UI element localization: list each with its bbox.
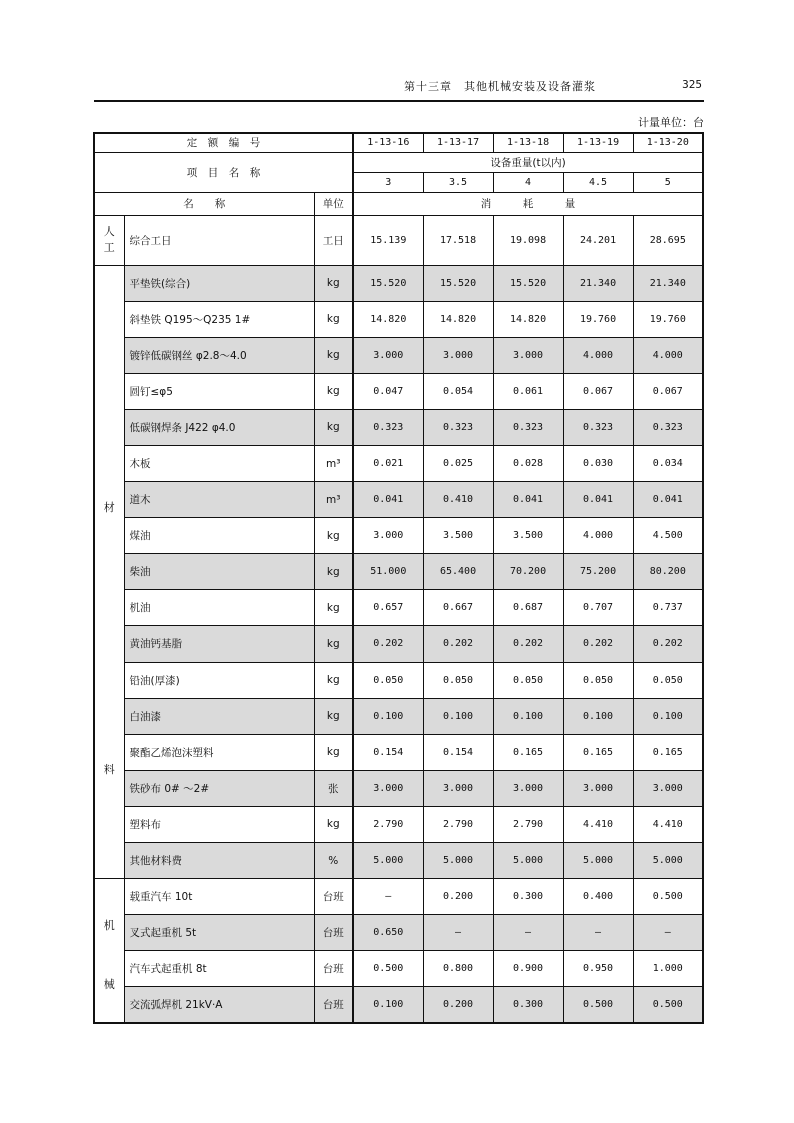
item-unit: 台班 [314, 987, 353, 1023]
item-value: 4.000 [633, 337, 703, 373]
item-value: 0.707 [563, 590, 633, 626]
item-value: 51.000 [353, 554, 423, 590]
item-unit: kg [314, 518, 353, 554]
table-row [94, 951, 703, 987]
item-name: 圆钉≤φ5 [124, 373, 314, 409]
weight-label: 设备重量(t以内) [353, 152, 703, 172]
item-value: 0.202 [563, 626, 633, 662]
item-value: 28.695 [633, 215, 703, 265]
table-row [94, 518, 703, 554]
table-row [94, 662, 703, 698]
item-value: 3.000 [563, 770, 633, 806]
item-value: 0.050 [563, 662, 633, 698]
item-value: 3.000 [423, 770, 493, 806]
item-name: 叉式起重机 5t [124, 915, 314, 951]
item-value: 3.000 [633, 770, 703, 806]
item-value: 3.000 [493, 770, 563, 806]
item-label: 项 目 名 称 [94, 152, 353, 192]
item-unit: kg [314, 265, 353, 301]
item-value: 0.400 [563, 879, 633, 915]
quota-table [93, 132, 704, 1024]
item-name: 塑料布 [124, 806, 314, 842]
quota-code: 1-13-16 [353, 133, 423, 152]
item-unit: 张 [314, 770, 353, 806]
item-value: 0.200 [423, 987, 493, 1023]
item-name: 镀锌低碳钢丝 φ2.8～4.0 [124, 337, 314, 373]
item-name: 道木 [124, 482, 314, 518]
item-value: 0.154 [353, 734, 423, 770]
chapter-title: 第十三章 其他机械安装及设备灌浆 [404, 80, 596, 93]
item-value: 0.667 [423, 590, 493, 626]
item-value: 3.500 [423, 518, 493, 554]
table-row [94, 915, 703, 951]
item-value: 0.041 [353, 482, 423, 518]
header-rule [94, 100, 704, 102]
category-machinery [94, 879, 124, 1023]
item-unit: 台班 [314, 915, 353, 951]
category-label-bottom: 械 [103, 977, 115, 991]
weight-value: 3 [353, 172, 423, 192]
weight-value: 3.5 [423, 172, 493, 192]
item-value: 0.021 [353, 445, 423, 481]
item-value: 0.323 [633, 409, 703, 445]
item-value: 0.410 [423, 482, 493, 518]
weight-value: 4 [493, 172, 563, 192]
table-row [94, 806, 703, 842]
weight-value: 5 [633, 172, 703, 192]
item-value: — [563, 915, 633, 951]
item-name: 木板 [124, 445, 314, 481]
item-unit: kg [314, 626, 353, 662]
item-value: — [633, 915, 703, 951]
item-value: 0.500 [353, 951, 423, 987]
item-value: 5.000 [563, 843, 633, 879]
item-value: 0.067 [633, 373, 703, 409]
column-header-row [94, 192, 703, 215]
item-value: 17.518 [423, 215, 493, 265]
category-labor [94, 215, 124, 265]
item-unit: % [314, 843, 353, 879]
item-value: 0.154 [423, 734, 493, 770]
item-value: 3.000 [493, 337, 563, 373]
item-value: 5.000 [423, 843, 493, 879]
item-value: 65.400 [423, 554, 493, 590]
item-unit: 工日 [314, 215, 353, 265]
item-value: 0.100 [353, 987, 423, 1023]
item-value: 70.200 [493, 554, 563, 590]
item-value: 0.500 [633, 987, 703, 1023]
item-name: 白油漆 [124, 698, 314, 734]
item-value: 3.500 [493, 518, 563, 554]
item-value: 0.100 [633, 698, 703, 734]
item-unit: kg [314, 698, 353, 734]
table-row [94, 987, 703, 1023]
item-value: 0.500 [633, 879, 703, 915]
item-value: 0.323 [493, 409, 563, 445]
item-value: 2.790 [493, 806, 563, 842]
item-value: 14.820 [493, 301, 563, 337]
item-name: 汽车式起重机 8t [124, 951, 314, 987]
item-value: 1.000 [633, 951, 703, 987]
item-value: 4.500 [633, 518, 703, 554]
item-name: 载重汽车 10t [124, 879, 314, 915]
item-name: 黄油钙基脂 [124, 626, 314, 662]
item-value: 0.500 [563, 987, 633, 1023]
table-row [94, 770, 703, 806]
item-value: 0.300 [493, 987, 563, 1023]
item-value: 3.000 [353, 770, 423, 806]
item-value: 0.100 [563, 698, 633, 734]
item-value: 3.000 [353, 518, 423, 554]
item-unit: kg [314, 301, 353, 337]
item-value: 0.323 [423, 409, 493, 445]
table-row [94, 215, 703, 265]
quota-code: 1-13-20 [633, 133, 703, 152]
quota-code: 1-13-19 [563, 133, 633, 152]
item-value: 0.050 [633, 662, 703, 698]
item-value: 0.323 [563, 409, 633, 445]
item-value: 0.165 [493, 734, 563, 770]
item-name: 其他材料费 [124, 843, 314, 879]
page-header [94, 74, 704, 98]
item-value: 15.520 [493, 265, 563, 301]
name-label: 名 称 [94, 192, 314, 215]
item-value: 4.000 [563, 337, 633, 373]
item-value: 0.800 [423, 951, 493, 987]
item-unit: kg [314, 590, 353, 626]
item-value: 0.041 [633, 482, 703, 518]
item-unit: 台班 [314, 951, 353, 987]
category-label-top: 材 [103, 500, 115, 514]
item-value: 0.650 [353, 915, 423, 951]
item-value: 5.000 [493, 843, 563, 879]
table-row [94, 626, 703, 662]
item-value: 24.201 [563, 215, 633, 265]
item-unit: m³ [314, 445, 353, 481]
item-value: 0.900 [493, 951, 563, 987]
item-value: 0.200 [423, 879, 493, 915]
item-unit: kg [314, 337, 353, 373]
item-unit: m³ [314, 482, 353, 518]
item-value: 15.520 [353, 265, 423, 301]
item-value: 0.050 [353, 662, 423, 698]
item-value: 0.165 [563, 734, 633, 770]
item-value: 0.041 [563, 482, 633, 518]
category-label-bottom: 料 [103, 762, 115, 776]
item-value: 2.790 [423, 806, 493, 842]
item-value: 75.200 [563, 554, 633, 590]
item-name: 斜垫铁 Q195～Q235 1# [124, 301, 314, 337]
item-value: 0.100 [493, 698, 563, 734]
item-value: 19.760 [563, 301, 633, 337]
item-value: 0.047 [353, 373, 423, 409]
item-value: 4.000 [563, 518, 633, 554]
unit-note: 计量单位：台 [638, 116, 704, 129]
unit-label: 单位 [314, 192, 353, 215]
item-value: 19.760 [633, 301, 703, 337]
table-row [94, 301, 703, 337]
table-row [94, 843, 703, 879]
item-value: 0.050 [423, 662, 493, 698]
quota-code-row [94, 133, 703, 152]
item-value: 5.000 [633, 843, 703, 879]
table-row [94, 734, 703, 770]
item-value: 0.165 [633, 734, 703, 770]
table-row [94, 445, 703, 481]
item-value: — [493, 915, 563, 951]
item-value: 4.410 [633, 806, 703, 842]
table-row [94, 698, 703, 734]
item-name: 综合工日 [124, 215, 314, 265]
item-value: 3.000 [423, 337, 493, 373]
item-value: 0.323 [353, 409, 423, 445]
item-unit: kg [314, 554, 353, 590]
item-value: 0.050 [493, 662, 563, 698]
item-value: 0.202 [633, 626, 703, 662]
item-value: 0.041 [493, 482, 563, 518]
item-value: 14.820 [423, 301, 493, 337]
item-value: 0.202 [353, 626, 423, 662]
item-unit: kg [314, 734, 353, 770]
item-value: 15.139 [353, 215, 423, 265]
item-value: — [353, 879, 423, 915]
item-value: 21.340 [633, 265, 703, 301]
item-value: 0.300 [493, 879, 563, 915]
quota-label: 定 额 编 号 [94, 133, 353, 152]
item-name: 低碳钢焊条 J422 φ4.0 [124, 409, 314, 445]
item-value: 0.100 [423, 698, 493, 734]
category-materials [94, 265, 124, 879]
table-row [94, 590, 703, 626]
item-value: 0.950 [563, 951, 633, 987]
item-value: 0.025 [423, 445, 493, 481]
item-value: 0.054 [423, 373, 493, 409]
item-value: 3.000 [353, 337, 423, 373]
item-value: 4.410 [563, 806, 633, 842]
item-value: — [423, 915, 493, 951]
item-value: 80.200 [633, 554, 703, 590]
item-value: 19.098 [493, 215, 563, 265]
item-unit: kg [314, 662, 353, 698]
table-row [94, 265, 703, 301]
item-name: 机油 [124, 590, 314, 626]
item-name: 铅油(厚漆) [124, 662, 314, 698]
item-name: 铁砂布 0# ～2# [124, 770, 314, 806]
item-name: 平垫铁(综合) [124, 265, 314, 301]
item-value: 5.000 [353, 843, 423, 879]
quota-code: 1-13-18 [493, 133, 563, 152]
consumption-label: 消 耗 量 [353, 192, 703, 215]
table-row [94, 409, 703, 445]
item-value: 0.202 [423, 626, 493, 662]
table-row [94, 482, 703, 518]
item-name: 煤油 [124, 518, 314, 554]
item-unit: kg [314, 806, 353, 842]
item-value: 14.820 [353, 301, 423, 337]
weight-value: 4.5 [563, 172, 633, 192]
item-unit: 台班 [314, 879, 353, 915]
item-unit: kg [314, 409, 353, 445]
item-name: 交流弧焊机 21kV·A [124, 987, 314, 1023]
item-value: 0.657 [353, 590, 423, 626]
item-value: 15.520 [423, 265, 493, 301]
category-label: 人工 [103, 225, 115, 254]
quota-code: 1-13-17 [423, 133, 493, 152]
item-value: 0.028 [493, 445, 563, 481]
item-value: 0.067 [563, 373, 633, 409]
item-value: 0.034 [633, 445, 703, 481]
page-number: 325 [682, 78, 702, 91]
table-row [94, 554, 703, 590]
item-value: 2.790 [353, 806, 423, 842]
weight-header-row [94, 152, 703, 172]
item-name: 柴油 [124, 554, 314, 590]
table-row [94, 337, 703, 373]
item-value: 0.202 [493, 626, 563, 662]
category-label-top: 机 [103, 918, 115, 932]
item-value: 0.737 [633, 590, 703, 626]
item-value: 0.030 [563, 445, 633, 481]
item-value: 0.687 [493, 590, 563, 626]
table-row [94, 373, 703, 409]
item-value: 0.061 [493, 373, 563, 409]
table-row [94, 879, 703, 915]
item-value: 0.100 [353, 698, 423, 734]
item-name: 聚酯乙烯泡沫塑料 [124, 734, 314, 770]
item-value: 21.340 [563, 265, 633, 301]
item-unit: kg [314, 373, 353, 409]
